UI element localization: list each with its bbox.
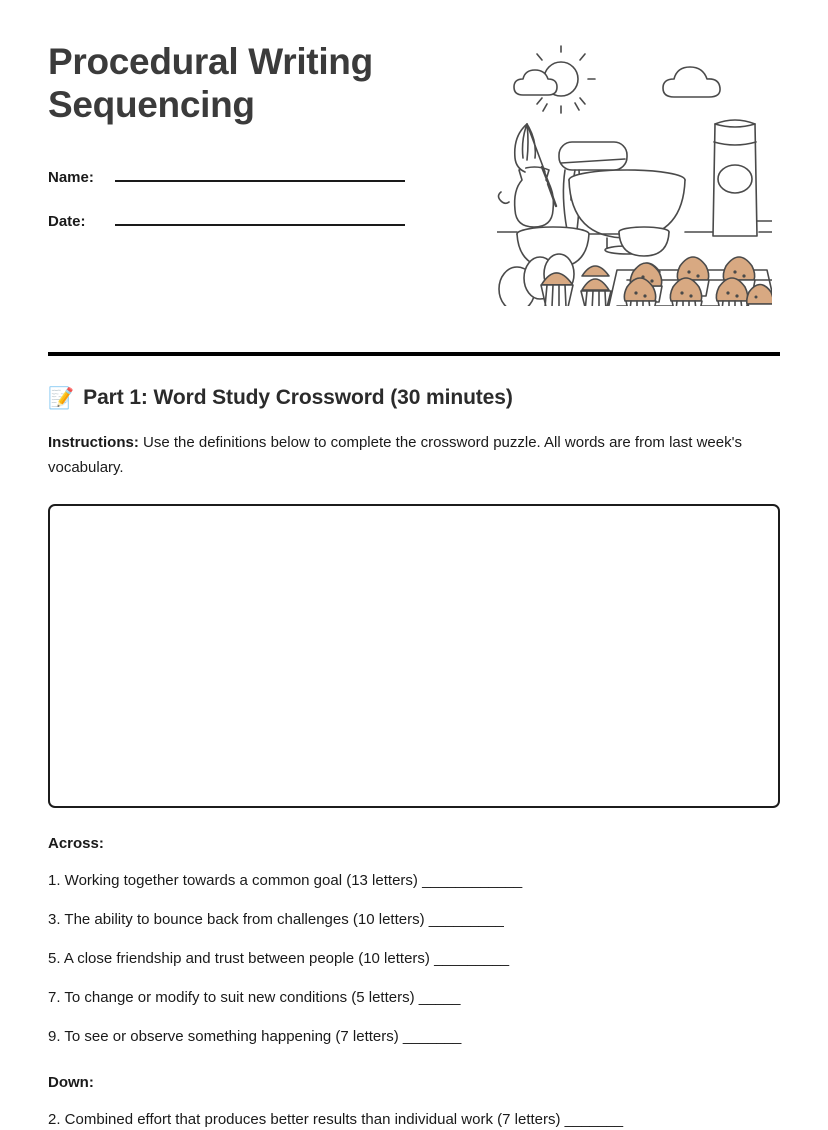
flour-bag-icon (713, 120, 772, 236)
worksheet-header (0, 0, 828, 306)
date-field-label: Date: (48, 213, 86, 230)
crossword-grid-area[interactable] (48, 504, 780, 808)
name-field-input[interactable] (115, 164, 405, 182)
across-clue-7: 7. To change or modify to suit new conditions (5 letters) _____ (48, 989, 461, 1006)
instructions-text: Use the definitions below to complete the crossword puzzle. All words are from last week's vocabulary. (48, 434, 742, 476)
baking-scene-illustration (497, 44, 772, 306)
across-clue-3: 3. The ability to bounce back from challenges (10 letters) _________ (48, 911, 504, 928)
across-clue-5: 5. A close friendship and trust between people (10 letters) _________ (48, 950, 510, 967)
header-text-block (48, 40, 478, 230)
part1-heading-row (48, 386, 780, 410)
name-field-row (48, 164, 478, 186)
across-label: Across: (48, 835, 104, 852)
part1-section (0, 386, 828, 1130)
across-clue-1: 1. Working together towards a common goal (13 letters) ____________ (48, 872, 523, 889)
date-field-row (48, 208, 478, 230)
across-clue-9: 9. To see or observe something happening (7 letters) _______ (48, 1028, 462, 1045)
jug-whisk-icon (499, 124, 557, 227)
date-field-input[interactable] (115, 208, 405, 226)
part1-instructions (48, 430, 768, 480)
part1-heading: Part 1: Word Study Crossword (30 minutes) (83, 386, 513, 409)
cupcake-icon (581, 266, 611, 306)
memo-icon: 📝 (48, 386, 75, 410)
small-bowl-right-icon (619, 227, 669, 256)
header-divider (48, 352, 780, 356)
page-title: Procedural Writing Sequencing (48, 41, 373, 125)
cloud-icon (663, 67, 720, 97)
name-field-label: Name: (48, 169, 94, 186)
down-clue-2: 2. Combined effort that produces better results than individual work (7 letters) _______ (48, 1111, 624, 1128)
instructions-label: Instructions: (48, 434, 139, 451)
muffin-tray-icon (607, 257, 772, 306)
small-cloud-icon (514, 70, 557, 95)
down-label: Down: (48, 1074, 94, 1091)
